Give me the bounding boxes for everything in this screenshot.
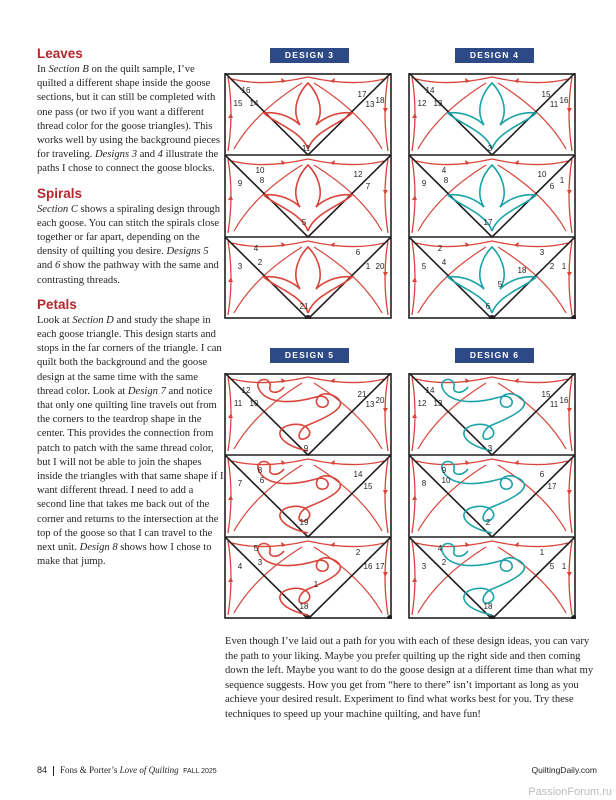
step-number: 7: [237, 479, 243, 488]
step-number: 15: [363, 482, 373, 491]
step-number: 4: [441, 166, 447, 175]
background-stitch: [492, 377, 568, 383]
step-number: 15: [233, 99, 243, 108]
end-dot: [387, 615, 392, 619]
goose-triangle: [225, 155, 391, 237]
design-3-diagram: [224, 73, 392, 319]
step-number: 11: [549, 100, 559, 109]
step-number: 12: [417, 399, 427, 408]
magazine-name: Fons & Porter’s: [60, 765, 120, 775]
step-number: 2: [549, 262, 555, 271]
background-stitch: [492, 459, 568, 465]
step-number: 5: [549, 562, 555, 571]
step-number: 18: [375, 96, 385, 105]
background-stitch: [232, 377, 308, 383]
step-number: 11: [549, 400, 559, 409]
step-number: 14: [425, 386, 435, 395]
step-number: 8: [257, 466, 263, 475]
section-petals: [37, 297, 225, 570]
footer-divider: [53, 766, 54, 776]
step-number: 4: [437, 544, 443, 553]
block-outline: [225, 74, 391, 318]
background-stitch: [416, 159, 492, 165]
background-stitch: [385, 159, 388, 233]
step-number: 10: [441, 476, 451, 485]
step-number: 17: [357, 90, 367, 99]
background-stitch: [569, 459, 572, 533]
heading-petals: Petals: [37, 296, 77, 312]
leaf-motif: [264, 165, 352, 231]
spiral-motif: [442, 462, 525, 534]
step-number: 15: [541, 390, 551, 399]
background-stitch: [232, 459, 308, 465]
step-number: 13: [365, 100, 375, 109]
end-dot: [489, 615, 495, 619]
step-number: 4: [253, 244, 259, 253]
step-number: 2: [355, 548, 361, 557]
end-dot: [305, 315, 311, 319]
background-stitch: [232, 159, 308, 165]
step-number: 17: [375, 562, 385, 571]
end-dot: [305, 615, 311, 619]
website-link[interactable]: QuiltingDaily.com: [531, 765, 597, 775]
issue-label: FALL 2025: [183, 768, 217, 775]
design-4-label: DESIGN 4: [455, 48, 534, 63]
step-number: 16: [559, 96, 569, 105]
spiral-motif: [258, 380, 341, 452]
section-leaves: [37, 46, 225, 177]
step-number: 4: [237, 562, 243, 571]
step-number: 9: [441, 466, 447, 475]
step-number: 21: [299, 302, 309, 311]
background-stitch: [569, 241, 572, 315]
step-number: 21: [357, 390, 367, 399]
background-stitch: [492, 241, 568, 247]
design-4-diagram: [408, 73, 576, 319]
step-number: 14: [249, 99, 259, 108]
step-number: 15: [541, 90, 551, 99]
design-6-label: DESIGN 6: [455, 348, 534, 363]
background-stitch: [232, 541, 308, 547]
step-number: 6: [485, 302, 491, 311]
design-5-label: DESIGN 5: [270, 348, 349, 363]
step-number: 5: [497, 280, 503, 289]
step-number: 19: [299, 518, 309, 527]
step-number: 5: [301, 218, 307, 227]
step-number: 17: [483, 218, 493, 227]
step-number: 13: [365, 400, 375, 409]
step-number: 1: [539, 548, 545, 557]
paragraph-leaves: In Section B on the quilt sample, I’ve quilted a different shape inside the goose sections, but it can still be completed with one pass (or two if you want a different thread color for the goose triangles). This works well by using the background pieces for traveling. Designs 3 and 4 illustrate the paths I chose to connect the goose blocks.: [37, 64, 220, 175]
paragraph-petals: Look at Section D and study the shape in each goose triangle. This design starts and stops in the far corners of the triangle. I can quilt both the background and the goose design at the same time with the same thread color. Look at Design 7 and notice that only one quilting line travels out from the corners to the teardrop shape in the center. This provides the connection from patch to patch with the same thread color, but I will not be able to join the shapes inside the triangles with that same shape if I want different thread. I need to add a second line that takes me back out of the corner and returns to the intersection at the top of the goose so that I can travel to the next unit. Design 8 shows how I chose to make that jump.: [37, 314, 224, 568]
step-number: 3: [539, 248, 545, 257]
step-number: 3: [257, 558, 263, 567]
background-stitch: [416, 541, 492, 547]
step-number: 1: [561, 562, 567, 571]
spiral-motif: [442, 380, 525, 452]
block-outline: [409, 374, 575, 618]
step-number: 10: [255, 166, 265, 175]
step-number: 20: [375, 396, 385, 405]
step-number: 20: [375, 262, 385, 271]
end-dot: [571, 615, 576, 619]
step-number: 7: [365, 182, 371, 191]
step-number: 10: [249, 399, 259, 408]
background-stitch: [492, 77, 568, 83]
background-stitch: [492, 159, 568, 165]
step-number: 8: [259, 176, 265, 185]
step-number: 1: [313, 580, 319, 589]
end-dot: [489, 315, 495, 319]
step-number: 3: [421, 562, 427, 571]
step-number: 2: [437, 244, 443, 253]
step-number: 2: [257, 258, 263, 267]
background-stitch: [385, 541, 388, 615]
background-stitch: [385, 77, 388, 151]
step-number: 5: [253, 544, 259, 553]
step-number: 13: [433, 399, 443, 408]
background-stitch: [569, 541, 572, 615]
step-number: 6: [549, 182, 555, 191]
step-number: 18: [483, 602, 493, 611]
step-number: 9: [421, 179, 427, 188]
step-number: 17: [547, 482, 557, 491]
heading-leaves: Leaves: [37, 46, 83, 61]
step-number: 16: [559, 396, 569, 405]
step-number: 12: [417, 99, 427, 108]
step-number: 2: [485, 518, 491, 527]
left-column: [37, 46, 225, 579]
step-number: 5: [421, 262, 427, 271]
step-number: 9: [237, 179, 243, 188]
block-outline: [409, 74, 575, 318]
step-number: 11: [233, 399, 243, 408]
background-stitch: [308, 459, 384, 465]
block-outline: [225, 374, 391, 618]
magazine-name-italic: Love of Quilting: [119, 765, 179, 775]
background-stitch: [385, 241, 388, 315]
step-number: 6: [355, 248, 361, 257]
step-number: 1: [559, 176, 565, 185]
step-number: 2: [441, 558, 447, 567]
background-stitch: [416, 459, 492, 465]
closing-paragraph: Even though I’ve laid out a path for you with each of these design ideas, you can vary the path to your liking. Maybe you prefer quilting up the right side and then coming down the left. Maybe you want to do the goose design at a different time than what my sequence suggests. How you get from “here to there” isn’t important as long as you achieve your desired result. Experiment to find what works best for you. Try these techniques to speed up your machine quilting, and have fun!: [225, 636, 594, 720]
background-stitch: [569, 159, 572, 233]
step-number: 12: [353, 170, 363, 179]
background-stitch: [416, 377, 492, 383]
step-number: 6: [259, 476, 265, 485]
background-stitch: [308, 159, 384, 165]
step-number: 12: [241, 386, 251, 395]
step-number: 18: [517, 266, 527, 275]
step-number: 14: [425, 86, 435, 95]
background-stitch: [385, 459, 388, 533]
step-number: 11: [301, 144, 311, 153]
background-stitch: [569, 377, 572, 451]
step-number: 18: [299, 602, 309, 611]
goose-triangle: [409, 455, 575, 537]
design-5-diagram: [224, 373, 392, 619]
background-stitch: [416, 241, 492, 247]
page-number: 84: [37, 765, 48, 775]
background-stitch: [569, 77, 572, 151]
heading-spirals: Spirals: [37, 185, 83, 201]
step-number: 3: [487, 444, 493, 453]
leaf-motif: [448, 83, 536, 149]
leaf-motif: [448, 247, 536, 313]
background-stitch: [308, 77, 384, 83]
background-stitch: [416, 77, 492, 83]
step-number: 10: [537, 170, 547, 179]
step-number: 1: [365, 262, 371, 271]
watermark: PassionForum.ru: [528, 786, 612, 798]
footer: [37, 765, 597, 776]
step-number: 9: [303, 444, 309, 453]
step-number: 8: [421, 479, 427, 488]
background-stitch: [492, 541, 568, 547]
background-stitch: [232, 77, 308, 83]
end-dot: [571, 315, 576, 319]
step-number: 6: [539, 470, 545, 479]
leaf-motif: [264, 83, 352, 149]
background-stitch: [308, 241, 384, 247]
background-stitch: [308, 377, 384, 383]
background-stitch: [308, 541, 384, 547]
step-number: 4: [441, 258, 447, 267]
step-number: 3: [237, 262, 243, 271]
background-stitch: [232, 241, 308, 247]
step-number: 1: [561, 262, 567, 271]
step-number: 13: [433, 99, 443, 108]
background-stitch: [385, 377, 388, 451]
step-number: 14: [353, 470, 363, 479]
section-spirals: [37, 186, 225, 288]
design-3-label: DESIGN 3: [270, 48, 349, 63]
step-number: 16: [241, 86, 251, 95]
paragraph-spirals: Section C shows a spiraling design through each goose. You can stitch the spirals close together or far apart, depending on the density of quilting you desire. Designs 5 and 6 show the pathway with the same and contrasting threads.: [37, 203, 221, 286]
step-number: 3: [487, 144, 493, 153]
step-number: 16: [363, 562, 373, 571]
goose-triangle: [409, 237, 575, 319]
design-6-diagram: [408, 373, 576, 619]
step-number: 8: [443, 176, 449, 185]
